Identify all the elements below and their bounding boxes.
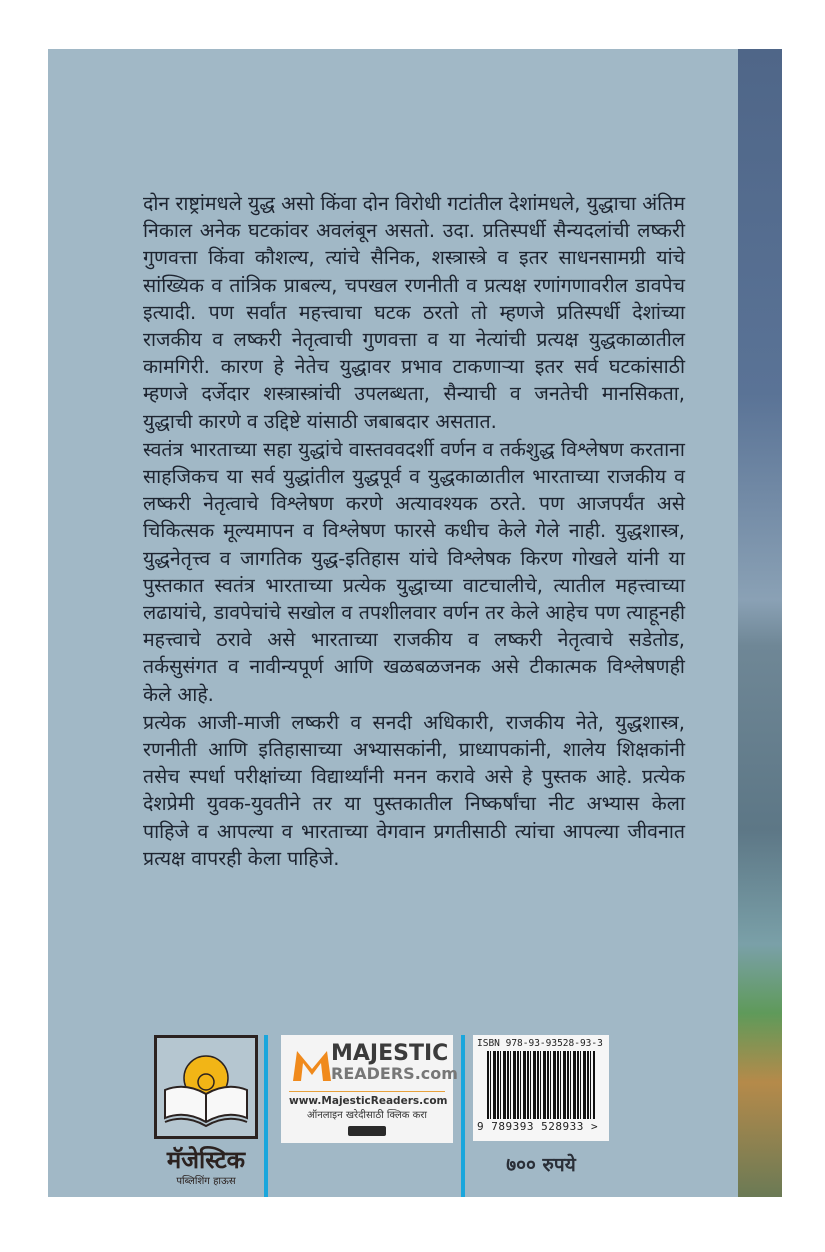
online-purchase-cta: ऑनलाइन खरेदीसाठी क्लिक करा xyxy=(307,1110,427,1121)
barcode-digits: 9 789393 528933 > xyxy=(477,1120,599,1133)
blurb-paragraph-1: दोन राष्ट्रांमधले युद्ध असो किंवा दोन विरोधी गटांतील देशांमधले, युद्धाचा अंतिम निकाल अनेक घटकांवर अवलंबून असतो. उदा. प्रतिस्पर्धी सैन्यदलांची लष्करी गुणवत्ता किंवा कौशल्य, त्यांचे सैनिक, शस्त्रास्त्रे व इतर साधनसामग्री यांचे सांख्यिक व तांत्रिक प्राबल्य, चपखल रणनीती व प्रत्यक्ष रणांगणावरील डावपेच इत्यादी. पण सर्वांत महत्त्वाचा घटक ठरतो तो म्हणजे प्रतिस्पर्धी देशांच्या राजकीय व लष्करी नेतृत्वाची गुणवत्ता व या नेत्यांची प्रत्यक्ष युद्धकाळातील कामगिरी. कारण हे नेतेच युद्धावर प्रभाव टाकणाऱ्या इतर सर्व घटकांसाठी म्हणजे दर्जेदार शस्त्रास्त्रांची उपलब्धता, सैन्याची व जनतेची मानसिकता, युद्धाची कारणे व उद्दिष्टे यांसाठी जबाबदार असतात. xyxy=(143,192,685,433)
front-cover-edge-image xyxy=(738,49,782,1197)
majestic-readers-title: MAJESTIC xyxy=(331,1041,449,1066)
divider-line xyxy=(461,1035,465,1197)
blurb-paragraph-2: स्वतंत्र भारताच्या सहा युद्धांचे वास्तववदर्शी वर्णन व तर्कशुद्ध विश्लेषण करताना साहजिकच या सर्व युद्धांतील युद्धपूर्व व युद्धकाळातील भारताच्या राजकीय व लष्करी नेतृत्वाचे विश्लेषण करणे अत्यावश्यक ठरते. पण आजपर्यंत असे चिकित्सक मूल्यमापन व विश्लेषण फारसे कधीच केले गेले नाही. युद्धशास्त्र, युद्धनेतृत्त्व व जागतिक युद्ध-इतिहास यांचे विश्लेषक किरण गोखले यांनी या पुस्तकात स्वतंत्र भारताच्या प्रत्येक युद्धाच्या वाटचालीचे, त्यातील महत्त्वाच्या लढायांचे, डावपेचांचे सखोल व तपशीलवार वर्णन तर केले आहेच पण त्याहूनही महत्त्वाचे ठरावे असे भारताच्या राजकीय व लष्करी नेतृत्वाचे सडेतोड, तर्कसुसंगत व नावीन्यपूर्ण आणि खळबळजनक असे टीकात्मक विश्लेषणही केले आहे. xyxy=(143,437,685,706)
publisher-subtitle: पब्लिशिंग हाऊस xyxy=(176,1176,236,1187)
majestic-readers-url[interactable]: www.MajesticReaders.com xyxy=(289,1091,445,1107)
divider-line xyxy=(264,1035,268,1197)
price-label: ७०० रुपये xyxy=(506,1154,576,1176)
majestic-readers-subtitle: READERS.com xyxy=(331,1064,458,1083)
book-sun-emblem-icon xyxy=(154,1035,258,1139)
isbn-barcode xyxy=(473,1035,609,1141)
publisher-logo xyxy=(152,1035,260,1195)
majestic-readers-ad xyxy=(281,1035,458,1143)
blurb-paragraph-3: प्रत्येक आजी-माजी लष्करी व सनदी अधिकारी, राजकीय नेते, युद्धशास्त्र, रणनीती आणि इतिहासाच्या अभ्यासकांनी, प्राध्यापकांनी, शालेय शिक्षकांनी तसेच स्पर्धा परीक्षांच्या विद्यार्थ्यांनी मनन करावे असे हे पुस्तक आहे. प्रत्येक देशप्रेमी युवक-युवतीने तर या पुस्तकातील निष्कर्षांचा नीट अभ्यास केला पाहिजे व आपल्या व भारताच्या वेगवान प्रगतीसाठी त्यांचा आपल्या जीवनात प्रत्यक्ष वापरही केला पाहिजे. xyxy=(143,710,685,870)
isbn-text: ISBN 978-93-93528-93-3 xyxy=(477,1038,603,1049)
barcode-bars xyxy=(487,1051,595,1119)
blurb-text xyxy=(143,190,685,873)
google-play-badge-icon xyxy=(348,1126,386,1136)
publisher-name: मॅजेस्टिक xyxy=(166,1146,246,1174)
majestic-m-logo-icon xyxy=(291,1047,333,1081)
